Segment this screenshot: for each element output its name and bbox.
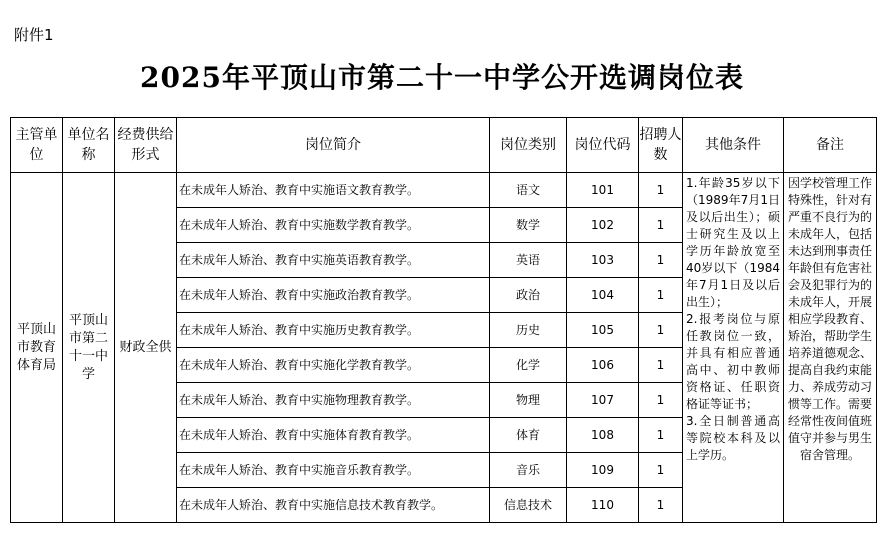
description-cell: 在未成年人矫治、教育中实施信息技术教育教学。 (177, 488, 490, 523)
attachment-label: 附件1 (14, 26, 54, 44)
positions-table (10, 117, 877, 523)
description-cell: 在未成年人矫治、教育中实施数学教育教学。 (177, 208, 490, 243)
count-cell: 1 (639, 488, 683, 523)
conditions-cell: 1.年龄35岁以下（1989年7月1日及以后出生）；硕士研究生及以上学历年龄放宽至40岁以下（1984年7月1日及以后出生）； 2.报考岗位与原任教岗位一致，并具有相应普通高中、初中教师资格证、任职资格证等证书； 3.全日制普通高等院校本科及以上学历。 (683, 173, 784, 523)
description-cell: 在未成年人矫治、教育中实施政治教育教学。 (177, 278, 490, 313)
description-cell: 在未成年人矫治、教育中实施语文教育教学。 (177, 173, 490, 208)
category-cell: 语文 (490, 173, 567, 208)
category-cell: 数学 (490, 208, 567, 243)
header-row (11, 118, 877, 173)
header-funding: 经费供给形式 (115, 118, 177, 173)
count-cell: 1 (639, 418, 683, 453)
code-cell: 108 (567, 418, 639, 453)
code-cell: 102 (567, 208, 639, 243)
category-cell: 信息技术 (490, 488, 567, 523)
category-cell: 化学 (490, 348, 567, 383)
count-cell: 1 (639, 348, 683, 383)
category-cell: 历史 (490, 313, 567, 348)
category-cell: 政治 (490, 278, 567, 313)
count-cell: 1 (639, 278, 683, 313)
count-cell: 1 (639, 173, 683, 208)
code-cell: 110 (567, 488, 639, 523)
category-cell: 英语 (490, 243, 567, 278)
code-cell: 106 (567, 348, 639, 383)
count-cell: 1 (639, 243, 683, 278)
funding-cell: 财政全供 (115, 173, 177, 523)
count-cell: 1 (639, 208, 683, 243)
code-cell: 109 (567, 453, 639, 488)
department-cell: 平顶山市教育体育局 (11, 173, 63, 523)
description-cell: 在未成年人矫治、教育中实施英语教育教学。 (177, 243, 490, 278)
header-conditions: 其他条件 (683, 118, 784, 173)
code-cell: 103 (567, 243, 639, 278)
count-cell: 1 (639, 383, 683, 418)
code-cell: 101 (567, 173, 639, 208)
description-cell: 在未成年人矫治、教育中实施音乐教育教学。 (177, 453, 490, 488)
header-remarks: 备注 (784, 118, 877, 173)
description-cell: 在未成年人矫治、教育中实施化学教育教学。 (177, 348, 490, 383)
header-description: 岗位简介 (177, 118, 490, 173)
count-cell: 1 (639, 453, 683, 488)
header-code: 岗位代码 (567, 118, 639, 173)
description-cell: 在未成年人矫治、教育中实施历史教育教学。 (177, 313, 490, 348)
code-cell: 105 (567, 313, 639, 348)
category-cell: 物理 (490, 383, 567, 418)
description-cell: 在未成年人矫治、教育中实施物理教育教学。 (177, 383, 490, 418)
category-cell: 音乐 (490, 453, 567, 488)
page-title: 2025年平顶山市第二十一中学公开选调岗位表 (140, 61, 744, 94)
code-cell: 107 (567, 383, 639, 418)
remarks-cell: 因学校管理工作特殊性，针对有严重不良行为的未成年人，包括未达到刑事责任年龄但有危害社会及犯罪行为的未成年人，开展相应学段教育、矫治，帮助学生培养道德观念、提高自我约束能力、养成劳动习惯等工作。需要经常性夜间值班值守并参与男生宿舍管理。 (784, 173, 877, 523)
header-category: 岗位类别 (490, 118, 567, 173)
code-cell: 104 (567, 278, 639, 313)
category-cell: 体育 (490, 418, 567, 453)
description-cell: 在未成年人矫治、教育中实施体育教育教学。 (177, 418, 490, 453)
header-unit: 单位名称 (63, 118, 115, 173)
unit-cell: 平顶山市第二十一中学 (63, 173, 115, 523)
count-cell: 1 (639, 313, 683, 348)
table-row (11, 173, 877, 208)
header-count: 招聘人数 (639, 118, 683, 173)
header-department: 主管单位 (11, 118, 63, 173)
